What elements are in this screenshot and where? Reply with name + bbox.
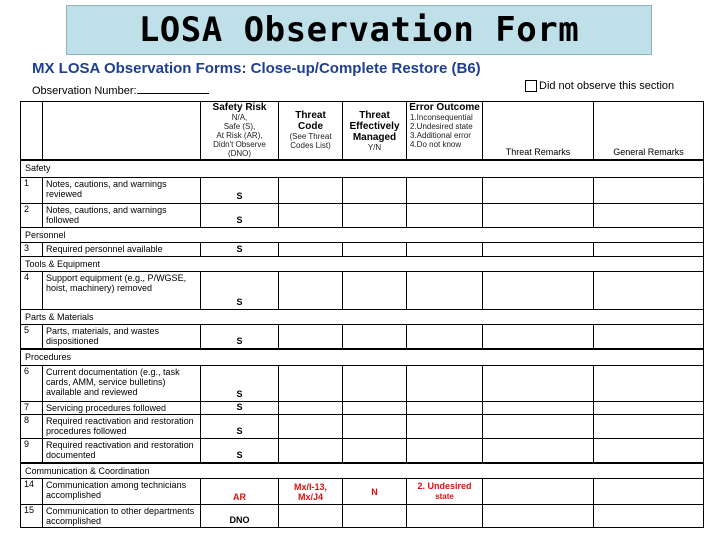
section-procedures: Procedures xyxy=(21,349,704,366)
risk-cell[interactable]: S xyxy=(201,415,279,439)
risk-cell[interactable]: DNO xyxy=(201,505,279,528)
threat-code-header: Threat Code (See Threat Codes List) xyxy=(279,102,343,160)
not-observed-option[interactable] xyxy=(525,80,674,92)
table-row: 14 Communication among technicians accomplished AR Mx/I-13, Mx/J4 N 2. Undesired state xyxy=(21,479,704,505)
table-row: 6 Current documentation (e.g., task cards, AMM, service bulletins) available and reviewed S xyxy=(21,366,704,402)
not-observed-label: Did not observe this section xyxy=(539,80,675,92)
threat-managed-cell[interactable]: N xyxy=(343,479,407,505)
error-outcome-header: Error Outcome 1.Inconsequential 2.Undesired state 3.Additional error 4.Do not know xyxy=(407,102,483,160)
risk-cell[interactable]: S xyxy=(201,325,279,349)
risk-cell[interactable]: AR xyxy=(201,479,279,505)
general-remarks-header: General Remarks xyxy=(594,102,704,160)
section-parts: Parts & Materials xyxy=(21,310,704,325)
table-row: 9 Required reactivation and restoration documented S xyxy=(21,439,704,463)
section-personnel: Personnel xyxy=(21,228,704,243)
threat-remarks-header: Threat Remarks xyxy=(483,102,594,160)
error-outcome-cell[interactable]: 2. Undesired state xyxy=(407,479,483,505)
safety-risk-header: Safety Risk N/A, Safe (S), At Risk (AR), Didn't Observe (DNO) xyxy=(201,102,279,160)
table-row: 8 Required reactivation and restoration procedures followed S xyxy=(21,415,704,439)
risk-cell[interactable]: S xyxy=(201,439,279,463)
section-communication: Communication & Coordination xyxy=(21,463,704,479)
page-title: LOSA Observation Form xyxy=(138,10,580,50)
threat-managed-header: Threat Effectively Managed Y/N xyxy=(343,102,407,160)
table-row: 3 Required personnel available S xyxy=(21,243,704,257)
table-row: 1 Notes, cautions, and warnings reviewed S xyxy=(21,178,704,204)
table-row: 4 Support equipment (e.g., P/WGSE, hoist, machinery) removed S xyxy=(21,272,704,310)
risk-cell[interactable]: S xyxy=(201,243,279,257)
risk-cell[interactable]: S xyxy=(201,272,279,310)
observation-number-blank[interactable] xyxy=(137,83,209,94)
risk-cell[interactable]: S xyxy=(201,402,279,415)
table-row: 7 Servicing procedures followed S xyxy=(21,402,704,415)
table-row: 15 Communication to other departments accomplished DNO xyxy=(21,505,704,528)
table-row: 5 Parts, materials, and wastes dispositioned S xyxy=(21,325,704,349)
section-safety: Safety xyxy=(21,160,704,178)
section-tools: Tools & Equipment xyxy=(21,257,704,272)
table-row: 2 Notes, cautions, and warnings followed S xyxy=(21,204,704,228)
risk-cell[interactable]: S xyxy=(201,204,279,228)
not-observed-checkbox[interactable] xyxy=(525,80,537,92)
form-heading: MX LOSA Observation Forms: Close-up/Complete Restore (B6) xyxy=(32,60,481,77)
observation-table xyxy=(20,101,704,528)
risk-cell[interactable]: S xyxy=(201,178,279,204)
observation-number-field[interactable] xyxy=(32,83,209,97)
title-banner xyxy=(66,5,652,55)
observation-number-label: Observation Number: xyxy=(32,85,137,97)
header-row xyxy=(21,102,704,160)
threat-code-cell[interactable]: Mx/I-13, Mx/J4 xyxy=(279,479,343,505)
risk-cell[interactable]: S xyxy=(201,366,279,402)
